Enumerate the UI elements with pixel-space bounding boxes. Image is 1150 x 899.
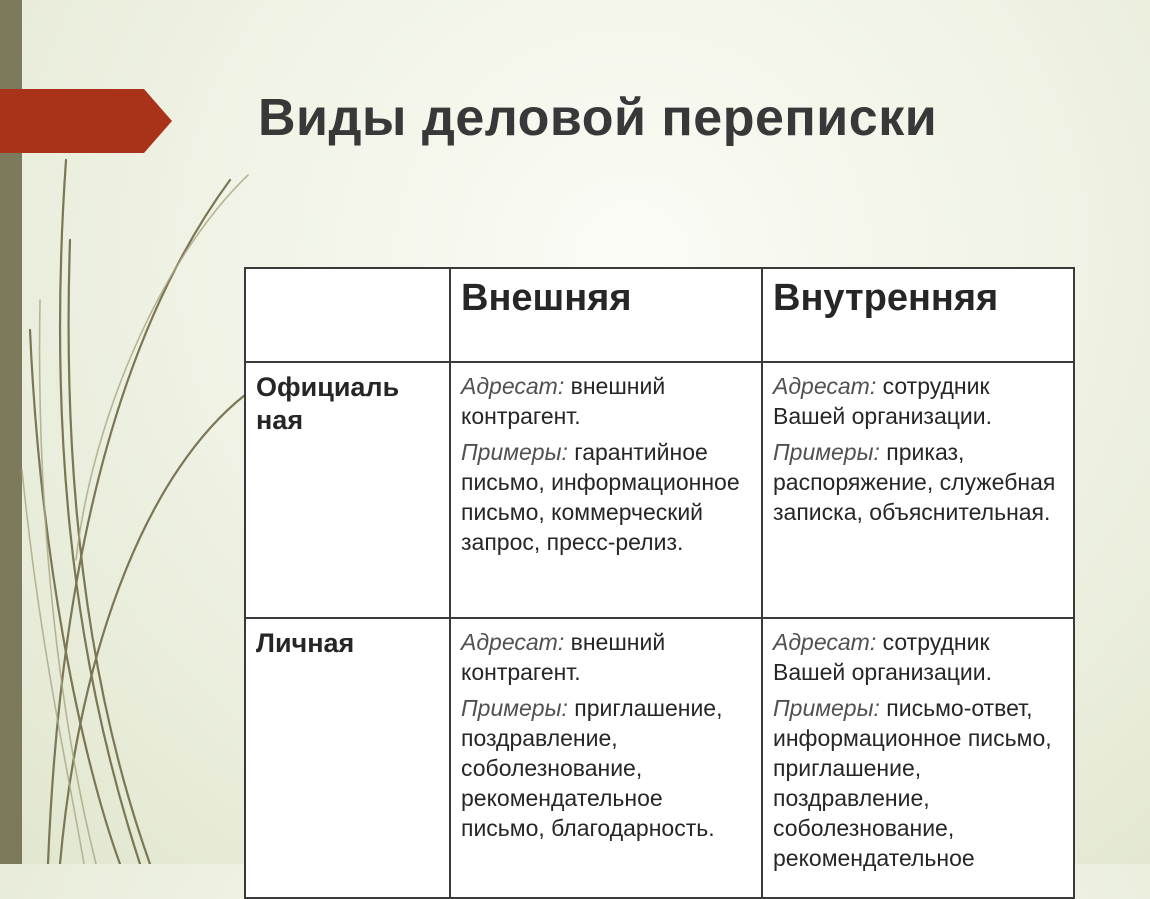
addressee-value: сотрудник Вашей организации. — [773, 373, 993, 429]
addressee-line — [773, 627, 1063, 687]
cell-personal-external — [450, 618, 762, 898]
table-row-official — [245, 362, 1074, 618]
examples-line — [461, 693, 751, 843]
addressee-line — [461, 627, 751, 687]
header-empty-cell — [245, 268, 450, 362]
cell-official-internal — [762, 362, 1074, 618]
examples-line — [773, 693, 1063, 873]
examples-label: Примеры: — [461, 439, 568, 465]
examples-line — [461, 437, 751, 557]
examples-value: гарантийное письмо, информационное письмо, коммерческий запрос, пресс-релиз. — [461, 439, 740, 555]
row-label-personal: Личная — [245, 618, 450, 898]
table-header-row — [245, 268, 1074, 362]
header-internal: Внутренняя — [762, 268, 1074, 362]
table-row-personal — [245, 618, 1074, 898]
cell-personal-internal — [762, 618, 1074, 898]
examples-line — [773, 437, 1063, 527]
examples-value: приказ, распоряжение, служебная записка, объяснительная. — [773, 439, 1056, 525]
examples-label: Примеры: — [773, 439, 880, 465]
header-external: Внешняя — [450, 268, 762, 362]
addressee-line — [773, 371, 1063, 431]
examples-label: Примеры: — [773, 695, 880, 721]
cell-official-external — [450, 362, 762, 618]
examples-value: письмо-ответ, информационное письмо, приглашение, поздравление, соболезнование, рекомендательное — [773, 695, 1052, 871]
addressee-label: Адресат: — [461, 629, 565, 655]
addressee-value: внешний контрагент. — [461, 629, 666, 685]
examples-label: Примеры: — [461, 695, 568, 721]
addressee-label: Адресат: — [773, 373, 877, 399]
examples-value: приглашение, поздравление, соболезнование, рекомендательное письмо, благодарность. — [461, 695, 723, 841]
correspondence-table — [244, 267, 1075, 899]
slide-title: Виды деловой переписки — [258, 89, 938, 147]
addressee-label: Адресат: — [461, 373, 565, 399]
addressee-value: внешний контрагент. — [461, 373, 666, 429]
title-arrow-decoration — [0, 89, 172, 153]
addressee-value: сотрудник Вашей организации. — [773, 629, 993, 685]
addressee-line — [461, 371, 751, 431]
addressee-label: Адресат: — [773, 629, 877, 655]
row-label-official: Официаль ная — [245, 362, 450, 618]
